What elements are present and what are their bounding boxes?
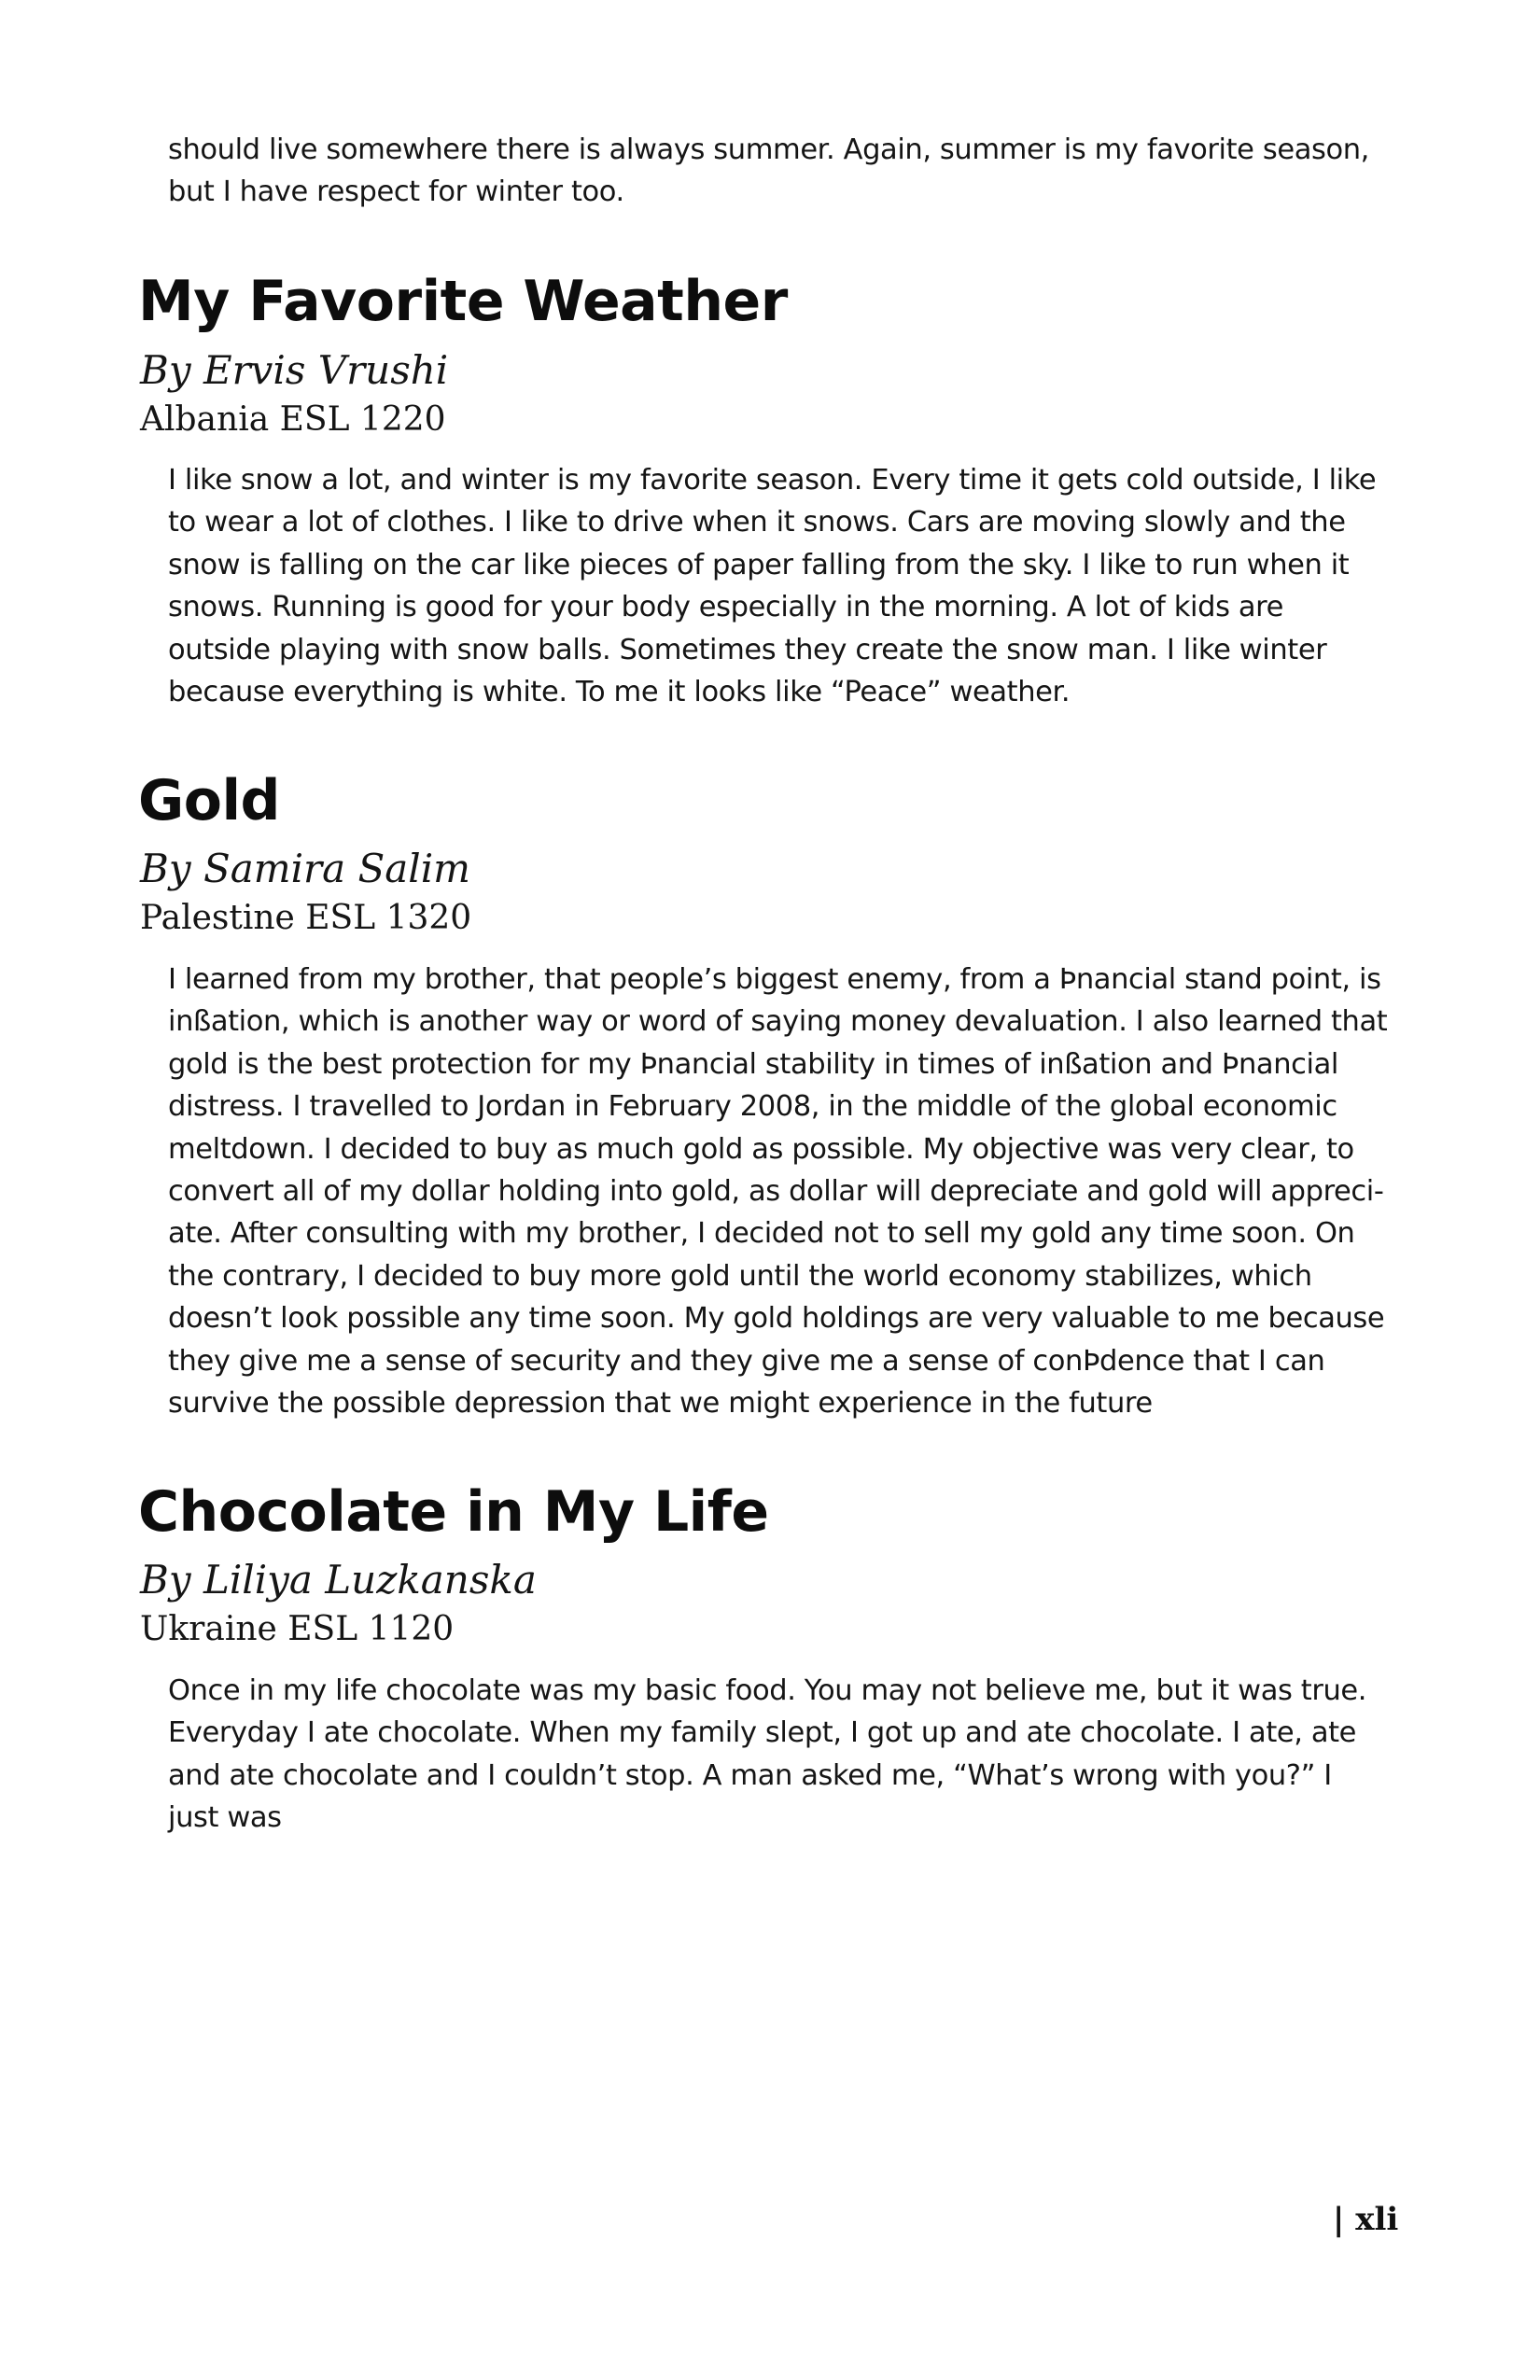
page-number: | xli xyxy=(1333,2201,1399,2238)
intro-paragraph: should live somewhere there is always summer. Again, summer is my favorite season, but I have respect for winter too. xyxy=(168,133,1369,209)
essay-origin: Ukraine ESL 1120 xyxy=(140,1610,455,1648)
essay-body: I like snow a lot, and winter is my favorite season. Every time it gets cold outside, I like to wear a lot of clothes. I like to drive when it snows. Cars are moving slowly and the snow is falling on the car like pieces of paper falling from the sky. I like to run when it snows. Running is good for your body especially in the morning. A lot of kids are outside playing with snow balls. Sometimes they create the snow man. I like winter because everything is white. To me it looks like “Peace” weather. xyxy=(168,464,1377,709)
essay-author: By Liliya Luzkanska xyxy=(140,1557,537,1603)
essay-title: Gold xyxy=(138,768,280,833)
essay-title: Chocolate in My Life xyxy=(138,1479,769,1545)
essay-origin: Albania ESL 1220 xyxy=(140,400,446,439)
essay-author: By Ervis Vrushi xyxy=(140,347,449,393)
essay-body: I learned from my brother, that people’s biggest enemy, from a Þnancial stand point, is inßation, which is another way or word of saying money devaluation. I also learned that gold is the best protection for my Þnancial stability in times of inßation and Þnancial distress. I travelled to Jordan in February 2008, in the middle of the global economic meltdown. I decided to buy as much gold as possible. My objective was very clear, to convert all of my dollar holding into gold, as dollar will depreciate and gold will appreci-ate. After consulting with my brother, I decided not to sell my gold any time soon. On the contrary, I decided to buy more gold until the world economy stabilizes, which doesn’t look possible any time soon. My gold holdings are very valuable to me because they give me a sense of security and they give me a sense of conÞdence that I can survive the possible depression that we might experience in the future xyxy=(168,963,1388,1421)
essay-body: Once in my life chocolate was my basic food. You may not believe me, but it was true. Everyday I ate chocolate. When my family slept, I got up and ate chocolate. I ate, ate and ate chocolate and I couldn’t stop. A man asked me, “What’s wrong with you?” I just was xyxy=(168,1674,1367,1835)
essay-author: By Samira Salim xyxy=(140,846,470,891)
essay-title: My Favorite Weather xyxy=(138,269,788,334)
essay-origin: Palestine ESL 1320 xyxy=(140,899,472,937)
